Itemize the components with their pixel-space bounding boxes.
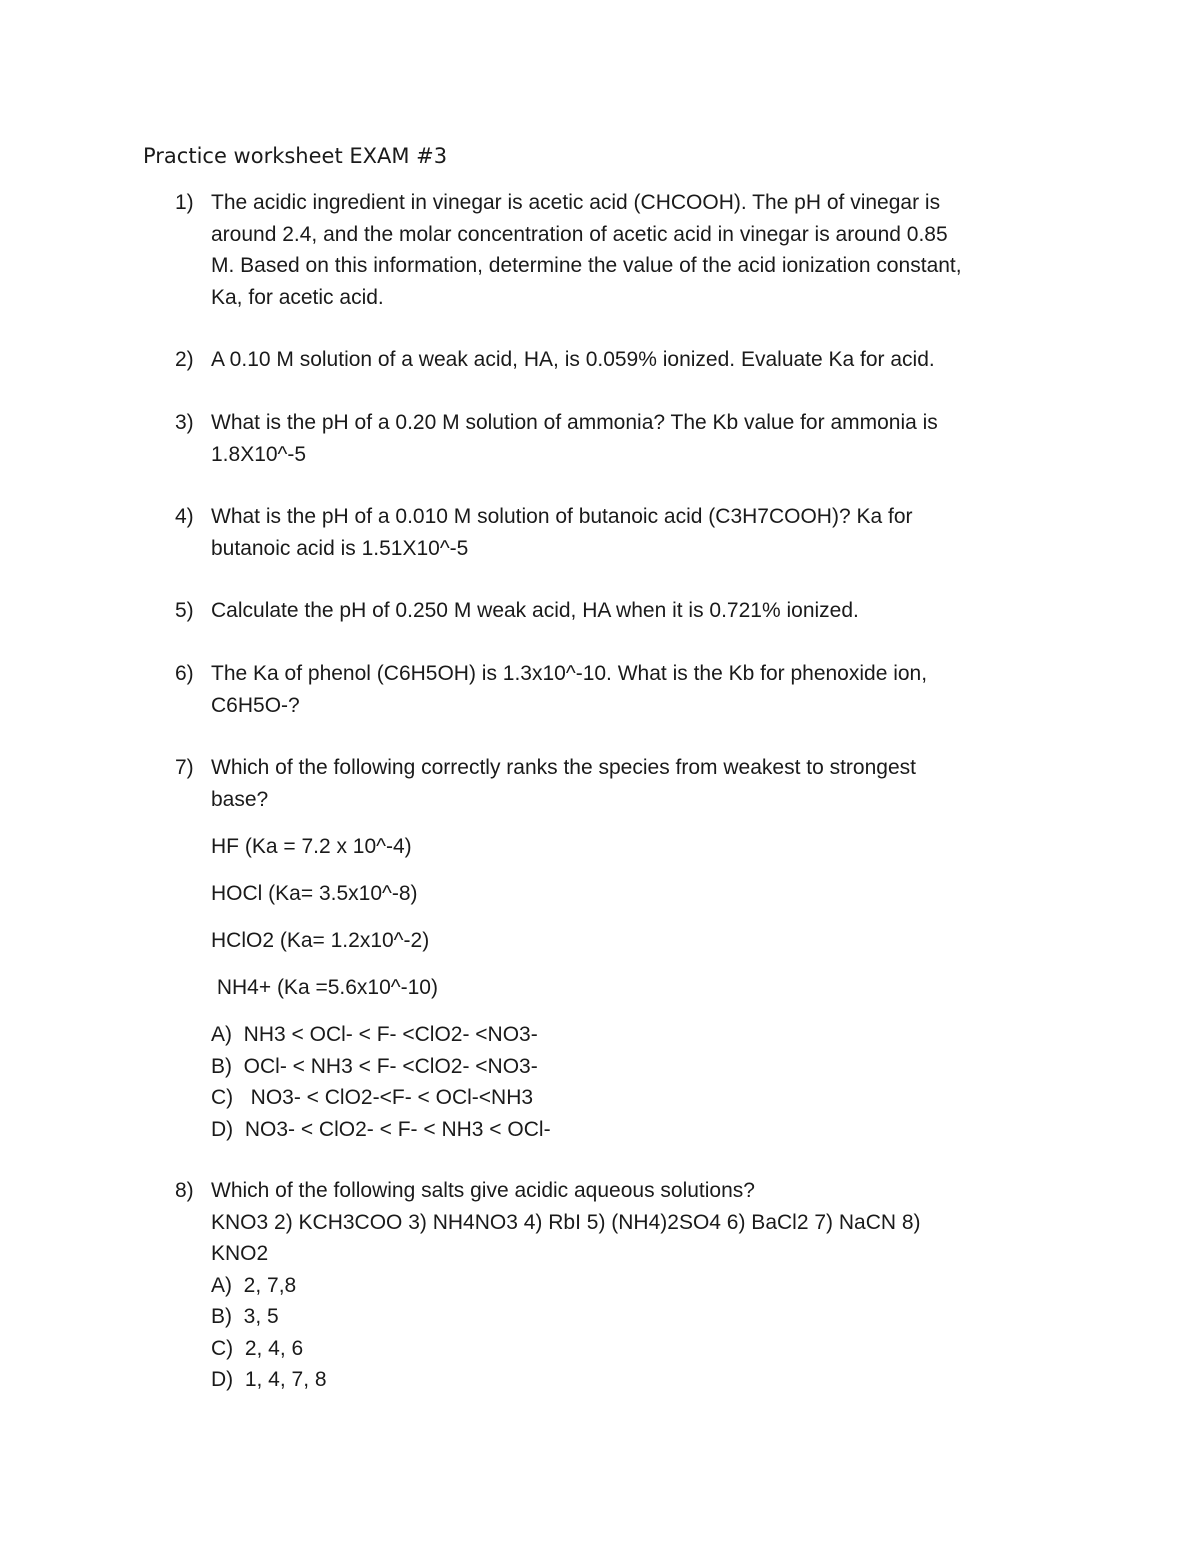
question-number: 3) — [175, 411, 194, 434]
question-6 — [175, 658, 1065, 721]
question-line: base? — [211, 787, 269, 811]
question-4 — [175, 501, 1065, 564]
question-text — [211, 344, 1065, 376]
question-text — [211, 407, 1065, 470]
question-7 — [175, 752, 1065, 1145]
answer-option: C) 2, 4, 6 — [211, 1336, 304, 1360]
question-number: 5) — [175, 599, 194, 622]
question-line: M. Based on this information, determine the value of the acid ionization constant, — [211, 254, 962, 277]
page-title: Practice worksheet EXAM #3 — [143, 144, 448, 168]
question-text — [211, 187, 1065, 313]
question-number: 8) — [175, 1179, 194, 1202]
answer-option: B) OCl- < NH3 < F- <ClO2- <NO3- — [211, 1054, 538, 1078]
answer-option: D) 1, 4, 7, 8 — [211, 1368, 327, 1391]
question-line: What is the pH of a 0.20 M solution of ammonia? The Kb value for ammonia is — [211, 411, 938, 434]
question-line: A 0.10 M solution of a weak acid, HA, is 0.059% ionized. Evaluate Ka for acid. — [211, 348, 935, 371]
question-number: 4) — [175, 505, 194, 528]
answer-option: A) 2, 7,8 — [211, 1273, 297, 1297]
answer-options — [211, 1270, 1065, 1396]
species-item: HClO2 (Ka= 1.2x10^-2) — [211, 929, 430, 952]
question-text — [211, 658, 1065, 721]
question-text — [211, 501, 1065, 564]
question-line: The Ka of phenol (C6H5OH) is 1.3x10^-10. What is the Kb for phenoxide ion, — [211, 662, 928, 685]
question-line: The acidic ingredient in vinegar is acetic acid (CHCOOH). The pH of vinegar is — [211, 191, 941, 214]
question-number: 7) — [175, 756, 194, 779]
question-line: What is the pH of a 0.010 M solution of butanoic acid (C3H7COOH)? Ka for — [211, 505, 913, 528]
question-line: Which of the following salts give acidic aqueous solutions? — [211, 1179, 755, 1202]
question-line: around 2.4, and the molar concentration of acetic acid in vinegar is around 0.85 — [211, 222, 948, 246]
question-line: 1.8X10^-5 — [211, 442, 307, 466]
question-line: butanoic acid is 1.51X10^-5 — [211, 536, 469, 560]
question-text — [211, 595, 1065, 627]
question-line: Which of the following correctly ranks the species from weakest to strongest — [211, 756, 916, 779]
question-text — [211, 1175, 1065, 1396]
answer-option: A) NH3 < OCl- < F- <ClO2- <NO3- — [211, 1023, 538, 1046]
species-item: HF (Ka = 7.2 x 10^-4) — [211, 835, 412, 858]
question-line: Ka, for acetic acid. — [211, 285, 384, 309]
question-line: KNO2 — [211, 1242, 269, 1265]
question-line: KNO3 2) KCH3COO 3) NH4NO3 4) RbI 5) (NH4)2SO4 6) BaCl2 7) NaCN 8) — [211, 1210, 921, 1234]
question-number: 6) — [175, 662, 194, 685]
question-line: C6H5O-? — [211, 693, 300, 717]
question-5 — [175, 595, 1065, 627]
question-1 — [175, 187, 1065, 313]
answer-option: D) NO3- < ClO2- < F- < NH3 < OCl- — [211, 1117, 551, 1141]
answer-option: C) NO3- < ClO2-<F- < OCl-<NH3 — [211, 1086, 534, 1109]
species-item: HOCl (Ka= 3.5x10^-8) — [211, 882, 418, 905]
question-line: Calculate the pH of 0.250 M weak acid, HA when it is 0.721% ionized. — [211, 599, 859, 622]
question-8 — [175, 1175, 1065, 1396]
question-2 — [175, 344, 1065, 376]
answer-option: B) 3, 5 — [211, 1305, 279, 1328]
answer-options — [211, 1019, 1065, 1145]
question-number: 2) — [175, 348, 194, 371]
species-list — [211, 831, 1065, 1003]
question-number: 1) — [175, 191, 194, 214]
question-text — [211, 752, 1065, 1145]
question-3 — [175, 407, 1065, 470]
species-item: NH4+ (Ka =5.6x10^-10) — [211, 976, 438, 999]
